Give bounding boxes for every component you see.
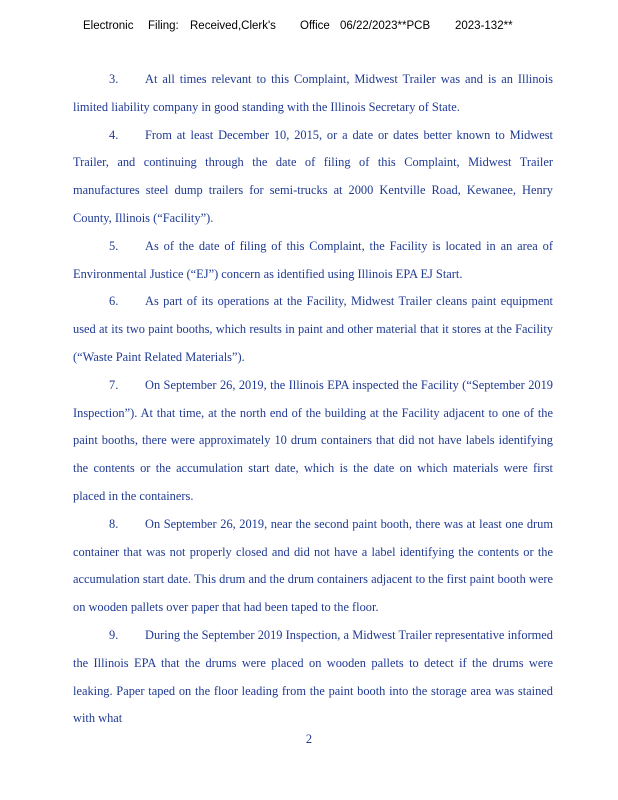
paragraph-number: 9. bbox=[109, 627, 119, 642]
paragraph-text: On September 26, 2019, near the second paint booth, there was at least one drum container that was not properly closed and did not have a label identifying the contents or the accumulation start date. This drum and the drum containers adjacent to the first paint booth were on wooden pallets over paper that had been taped to the floor. bbox=[73, 516, 553, 615]
header-date: 06/22/2023**PCB bbox=[340, 20, 431, 32]
paragraph-text: As of the date of filing of this Complaint, the Facility is located in an area of Environmental Justice (“EJ”) concern as identified using Illinois EPA EJ Start. bbox=[73, 238, 553, 281]
header-office: Office bbox=[300, 20, 330, 32]
paragraph-number: 6. bbox=[109, 294, 119, 309]
paragraph-text: At all times relevant to this Complaint, Midwest Trailer was and is an Illinois limited liability company in good standing with the Illinois Secretary of State. bbox=[73, 72, 553, 114]
paragraph-7 bbox=[73, 372, 553, 511]
header-case: 2023-132** bbox=[455, 20, 513, 32]
paragraph-number: 5. bbox=[109, 238, 119, 253]
paragraph-text: On September 26, 2019, the Illinois EPA inspected the Facility (“September 2019 Inspection”). At that time, at the north end of the building at the Facility adjacent to one of the paint booths, there were approximately 10 drum containers that did not have labels identifying the contents or the accumulation start date, which is the date on which materials were first placed in the containers. bbox=[73, 377, 553, 503]
paragraph-text: As part of its operations at the Facility, Midwest Trailer cleans paint equipment used at its two paint booths, which results in paint and other material that it stores at the Facility (“Waste Paint Related Materials”). bbox=[73, 294, 553, 364]
paragraph-number: 7. bbox=[109, 377, 119, 392]
paragraph-9 bbox=[73, 622, 553, 733]
paragraph-6 bbox=[73, 288, 553, 371]
paragraph-8 bbox=[73, 511, 553, 622]
paragraph-number: 4. bbox=[109, 127, 119, 142]
page-number: 2 bbox=[305, 732, 313, 746]
document-body bbox=[73, 66, 553, 733]
paragraph-3 bbox=[73, 66, 553, 122]
paragraph-number: 3. bbox=[109, 72, 119, 86]
paragraph-number: 8. bbox=[109, 516, 119, 531]
header-filing: Filing: bbox=[148, 20, 179, 32]
paragraph-text: From at least December 10, 2015, or a date or dates better known to Midwest Trailer, and continuing through the date of filing of this Complaint, Midwest Trailer manufactures steel dump trailers for semi-trucks at 2000 Kentville Road, Kewanee, Henry County, Illinois (“Facility”). bbox=[73, 127, 553, 225]
paragraph-4 bbox=[73, 122, 553, 233]
paragraph-5 bbox=[73, 233, 553, 289]
header-electronic: Electronic bbox=[83, 20, 134, 32]
header-received: Received,Clerk's bbox=[190, 20, 276, 32]
paragraph-text: During the September 2019 Inspection, a Midwest Trailer representative informed the Illinois EPA that the drums were placed on wooden pallets to detect if the drums were leaking. Paper taped on the floor leading from the paint booth into the storage area was stained with what bbox=[73, 627, 553, 726]
filing-header bbox=[0, 20, 618, 36]
